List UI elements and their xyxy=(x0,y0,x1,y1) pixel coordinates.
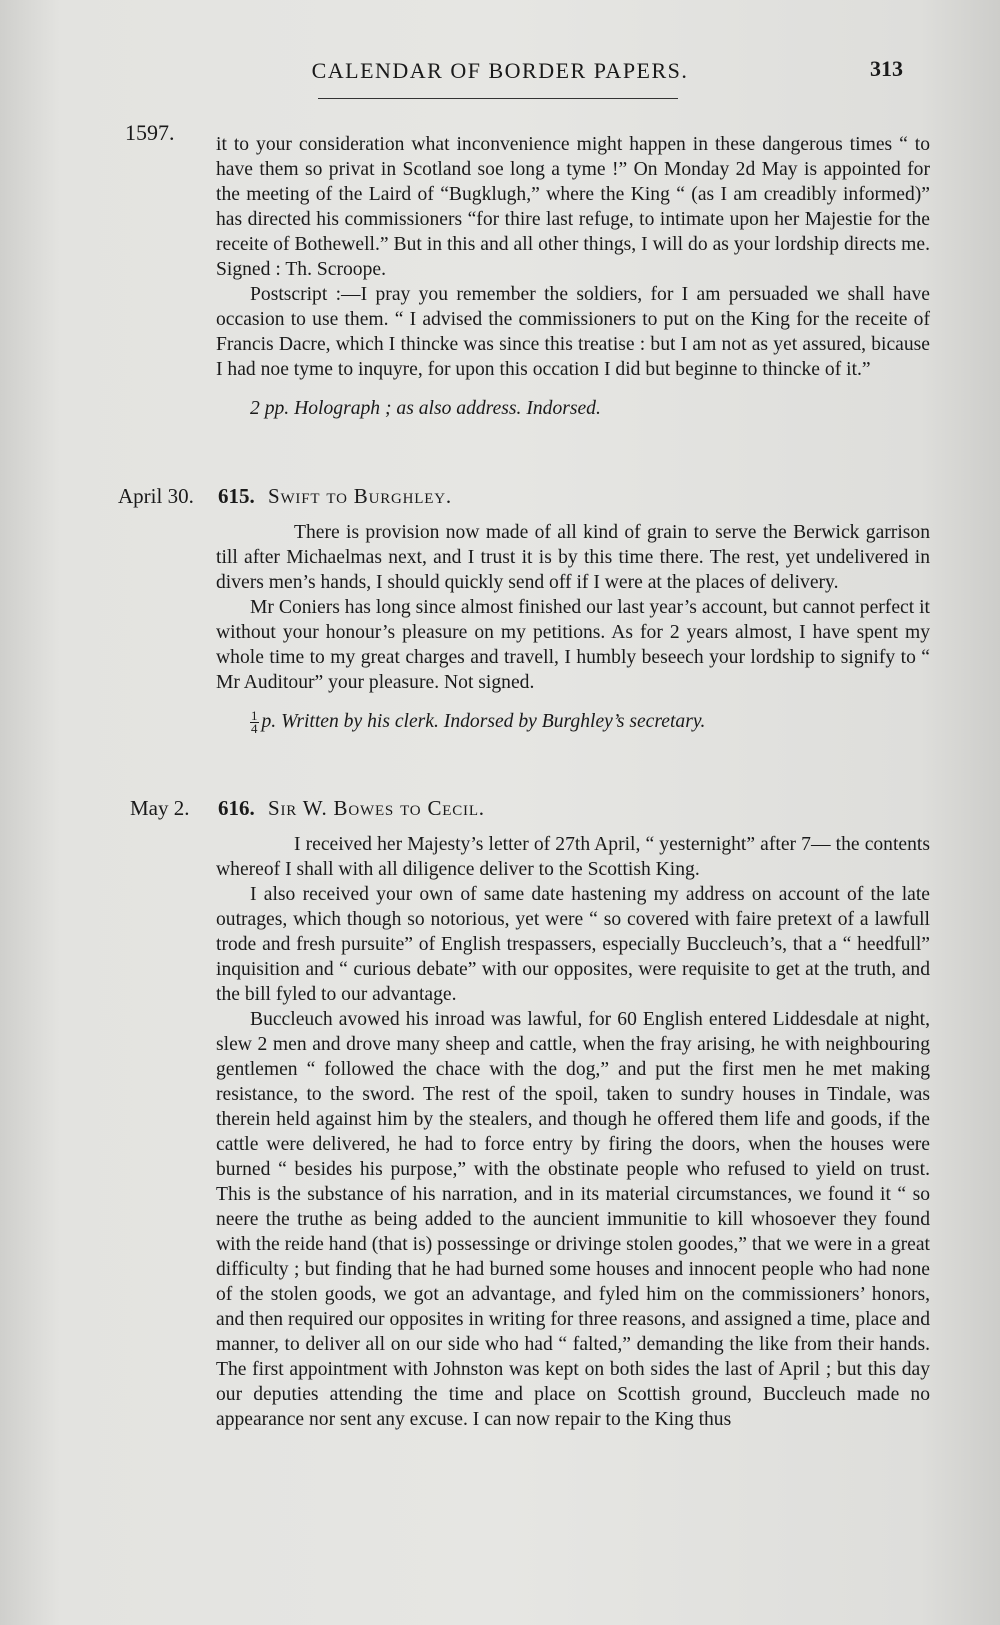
continuation-text xyxy=(216,132,930,421)
entry-616-title: Sir W. Bowes to Cecil. xyxy=(268,796,485,820)
entry-616-paragraph-2: I also received your own of same date hastening my address on account of the late outrages, which though so notorious, yet were “ so covered with faire pretext of a lawfull trode and fresh pursuite” of English trespassers, especially Buccleuch’s, that a “ heedfull” inquisition and “ curious debate” with our opposites, were requisite to get at the truth, and the bill fyled to our advantage. xyxy=(216,884,930,1005)
header-rule xyxy=(318,98,678,99)
entry-616-paragraph-1: I received her Majesty’s letter of 27th April, “ yesternight” after 7— the contents whereof I shall with all diligence deliver to the Scottish King. xyxy=(216,834,930,880)
page-header xyxy=(0,58,1000,98)
entry-616-text xyxy=(216,832,930,1432)
entry-616-number: 616. xyxy=(218,796,255,820)
entry-616-heading xyxy=(0,796,1000,826)
entry-616-paragraph-3: Buccleuch avowed his inroad was lawful, for 60 English entered Liddesdale at night, slew 2 men and drove many sheep and cattle, when the fray arising, he with neighbouring gentlemen “ followed the chace with the dog,” and put the first men he met making resistance, to the sword. The rest of the spoil, taken to sundry houses in Tindale, was therein held against him by the stealers, and though he offered them life and goods, if the cattle were delivered, he had to force entry by firing the doors, when the houses were burned “ besides his purpose,” with the obstinate people who refused to yield on trust. This is the substance of his narration, and in its material circumstances, we found it “ so neere the truthe as being added to the auncient immunitie to kill whosoever they found with the reide hand (that is) possessinge or drivinge stolen goodes,” that we were in a great difficulty ; but finding that he had burned some houses and innocent people who had none of the stolen goods, we got an advantage, and fyled him on the commissioners’ honors, and then required our opposites in writing for three reasons, and assigned a time, place and manner, to deliver all on our side who had “ falted,” demanding the like from their hands. The first appointment with Johnston was kept on both sides the last of April ; but this day our deputies attending the time and place on Scottish ground, Buccleuch made no appearance nor sent any excuse. I can now repair to the King thus xyxy=(216,1009,930,1430)
fraction-quarter xyxy=(250,710,259,735)
entry-615-description: $\frac{1}{4}$ p. Written by his clerk. Indorsed by Burghley’s secretary. xyxy=(251,708,706,736)
entry-616-date: May 2. xyxy=(130,796,190,820)
fraction-denominator: 4 xyxy=(251,721,258,736)
running-title: CALENDAR OF BORDER PAPERS. xyxy=(311,58,689,83)
entry-615-heading xyxy=(0,484,1000,514)
page-number: 313 xyxy=(870,56,903,81)
entry-615-text xyxy=(216,520,930,735)
entry-615-paragraph-1: There is provision now made of all kind of grain to serve the Berwick garrison till after Michaelmas next, and I trust it is by this time there. The rest, yet undelivered in divers men’s hands, I should quickly send off if I were at the places of delivery. xyxy=(216,522,930,593)
fraction-numerator: 1 xyxy=(251,708,258,723)
continuation-paragraph-1: it to your consideration what inconvenience might happen in these dangerous times “ to have them so privat in Scotland soe long a tyme !” On Monday 2d May is appointed for the meeting of the Laird of “Bugklugh,” where the King “ (as I am creadibly informed)” has directed his commissioners “for thire last refuge, to intimate upon her Majestie for the receite of Bothewell.” But in this and all other things, I will do as your lordship directs me. Signed : Th. Scroope. xyxy=(216,134,930,280)
continuation-paragraph-2: Postscript :—I pray you remember the soldiers, for I am persuaded we shall have occasion to use them. “ I advised the commissioners to put on the King for the receite of Francis Dacre, which I thincke was since this treatise : but I am not as yet assured, bicause I had noe tyme to inquyre, for upon this occation I did but beginne to thincke of it.” xyxy=(216,284,930,380)
entry-615-title: Swift to Burghley. xyxy=(268,484,452,508)
entry-615-number: 615. xyxy=(218,484,255,508)
year-marginal: 1597. xyxy=(125,120,175,145)
entry-615-paragraph-2: Mr Coniers has long since almost finished our last year’s account, but cannot perfect it without your honour’s pleasure on my petitions. As for 2 years almost, I have spent my whole time to my great charges and travell, I humbly beseech your lordship to signify to “ Mr Auditour” your pleasure. Not signed. xyxy=(216,597,930,693)
entry-615-date: April 30. xyxy=(118,484,194,508)
continuation-description: 2 pp. Holograph ; as also address. Indorsed. xyxy=(250,398,601,419)
